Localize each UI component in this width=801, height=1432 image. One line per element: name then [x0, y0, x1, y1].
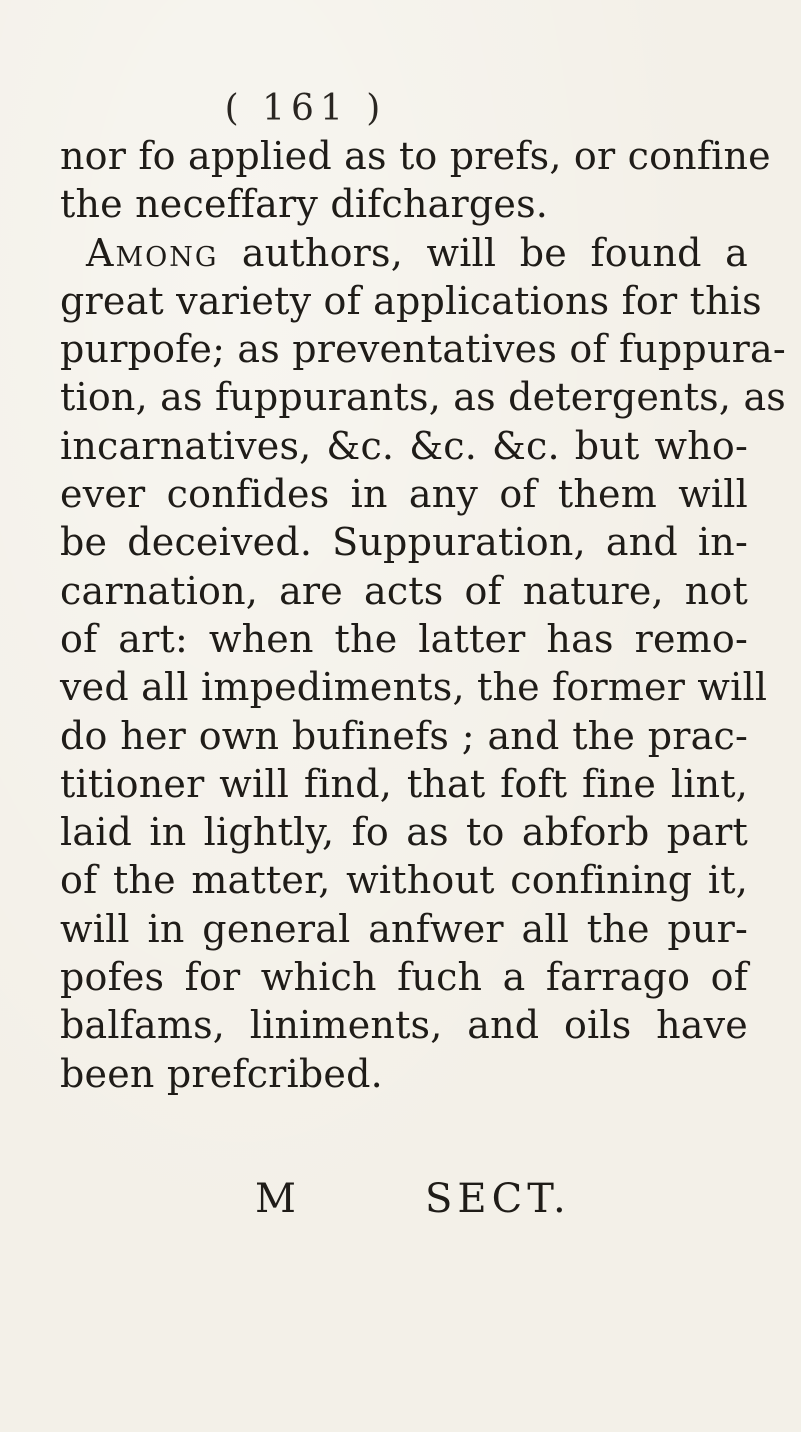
paragraph-opening-word: Among: [86, 230, 219, 275]
text-line: of art: when the latter has remo-: [60, 616, 748, 661]
text-line: Among authors, will be found a: [86, 230, 748, 275]
text-line: ved all impediments, the former will: [60, 665, 768, 710]
text-line: ever confides in any of them will: [60, 472, 748, 517]
text-line: incarnatives, &c. &c. &c. but who-: [60, 423, 748, 468]
text-line: tion, as fuppurants, as detergents, as: [60, 375, 787, 420]
signature-mark: M: [255, 1176, 296, 1222]
page-number: ( 161 ): [224, 88, 387, 129]
body-text: [60, 132, 787, 1098]
text-line: will in general anfwer all the pur-: [60, 906, 748, 951]
text-line: titioner will find, that foft fine lint,: [60, 761, 748, 806]
text-line: nor fo applied as to prefs, or confine: [60, 134, 771, 178]
text-line: be deceived. Suppuration, and in-: [60, 520, 748, 565]
text-line: great variety of applications for this: [60, 278, 762, 323]
text-line: been prefcribed.: [60, 1051, 383, 1096]
text-line: of the matter, without confining it,: [60, 858, 748, 903]
text-line: laid in lightly, fo as to abforb part: [60, 810, 748, 855]
text-line: the neceffary difcharges.: [60, 182, 549, 227]
text-line: purpofe; as preventatives of fuppura-: [60, 327, 786, 372]
text-line: do her own bufinefs ; and the prac-: [60, 713, 748, 758]
text-line: pofes for which fuch a farrago of: [60, 955, 748, 1000]
text-line: carnation, are acts of nature, not: [60, 568, 748, 613]
catchword: SECT.: [425, 1176, 571, 1222]
text-line: balfams, liniments, and oils have: [60, 1003, 748, 1048]
